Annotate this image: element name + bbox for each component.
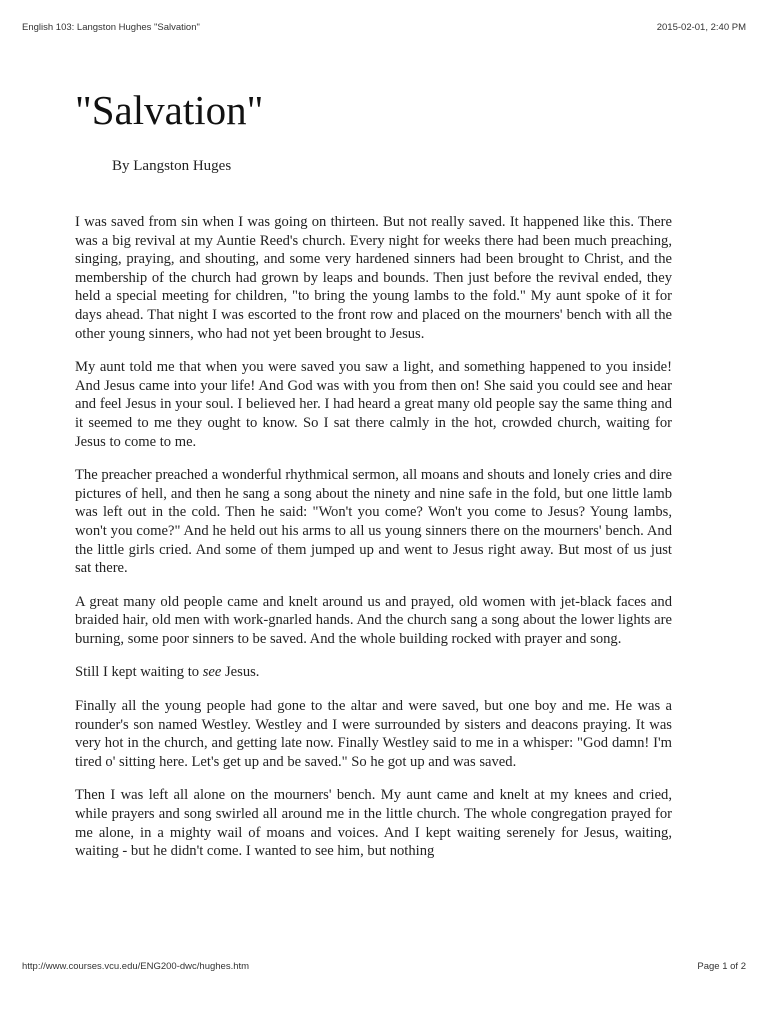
paragraph-6: Finally all the young people had gone to the altar and were saved, but one boy and me. He was a rounder's son named Westley. Westley and I were surrounded by sisters and deacons praying. It was very hot in the church, and getting late now. Finally Westley said to me in a whisper: "God damn! I'm tired o' sitting here. Let's get up and be saved." So he got up and was saved. [75, 698, 672, 770]
paragraph-5-before: Still I kept waiting to [75, 664, 203, 681]
paragraph-5-after: Jesus. [221, 664, 260, 681]
document-title: "Salvation" [75, 87, 264, 133]
paragraph-2: My aunt told me that when you were saved you saw a light, and something happened to you inside! And Jesus came into your life! And God was with you from then on! She said you could see and hear and feel Jesus in your soul. I believed her. I had heard a great many old people say the same thing and it seemed to me they ought to know. So I sat there calmly in the hot, crowded church, waiting for Jesus to come to me. [75, 359, 672, 450]
source-url-link[interactable]: http://www.courses.vcu.edu/ENG200-dwc/hughes.htm [22, 961, 250, 972]
document-byline: By Langston Huges [112, 158, 232, 174]
page-number: Page 1 of 2 [697, 961, 746, 972]
document-body [75, 213, 672, 935]
paragraph-5 [75, 663, 672, 682]
print-header-timestamp: 2015-02-01, 2:40 PM [656, 22, 746, 33]
print-header-title: English 103: Langston Hughes "Salvation" [22, 22, 200, 33]
paragraph-3: The preacher preached a wonderful rhythmical sermon, all moans and shouts and lonely cries and dire pictures of hell, and then he sang a song about the ninety and nine safe in the fold, but one little lamb was left out in the cold. Then he said: "Won't you come? Won't you come to Jesus? Young lambs, won't you come?" And he held out his arms to all us young sinners there on the mourners' bench. And the little girls cried. And some of them jumped up and went to Jesus right away. But most of us just sat there. [75, 467, 672, 577]
print-footer [22, 961, 746, 972]
paragraph-7: Then I was left all alone on the mourners' bench. My aunt came and knelt at my knees and cried, while prayers and song swirled all around me in the little church. The whole congregation prayed for me alone, in a mighty wail of moans and voices. And I kept waiting serenely for Jesus, waiting, waiting - but he didn't come. I wanted to see him, but nothing [75, 787, 672, 860]
print-header [22, 22, 746, 33]
paragraph-1: I was saved from sin when I was going on thirteen. But not really saved. It happened like this. There was a big revival at my Auntie Reed's church. Every night for weeks there had been much preaching, singing, praying, and shouting, and some very hardened sinners had been brought to Christ, and the membership of the church had grown by leaps and bounds. Then just before the revival ended, they held a special meeting for children, "to bring the young lambs to the fold." My aunt spoke of it for days ahead. That night I was escorted to the front row and placed on the mourners' bench with all the other young sinners, who had not yet been brought to Jesus. [75, 214, 672, 342]
paragraph-4: A great many old people came and knelt around us and prayed, old women with jet-black faces and braided hair, old men with work-gnarled hands. And the church sang a song about the lower lights are burning, some poor sinners to be saved. And the whole building rocked with prayer and song. [75, 593, 672, 647]
paragraph-5-emphasis: see [202, 664, 222, 681]
